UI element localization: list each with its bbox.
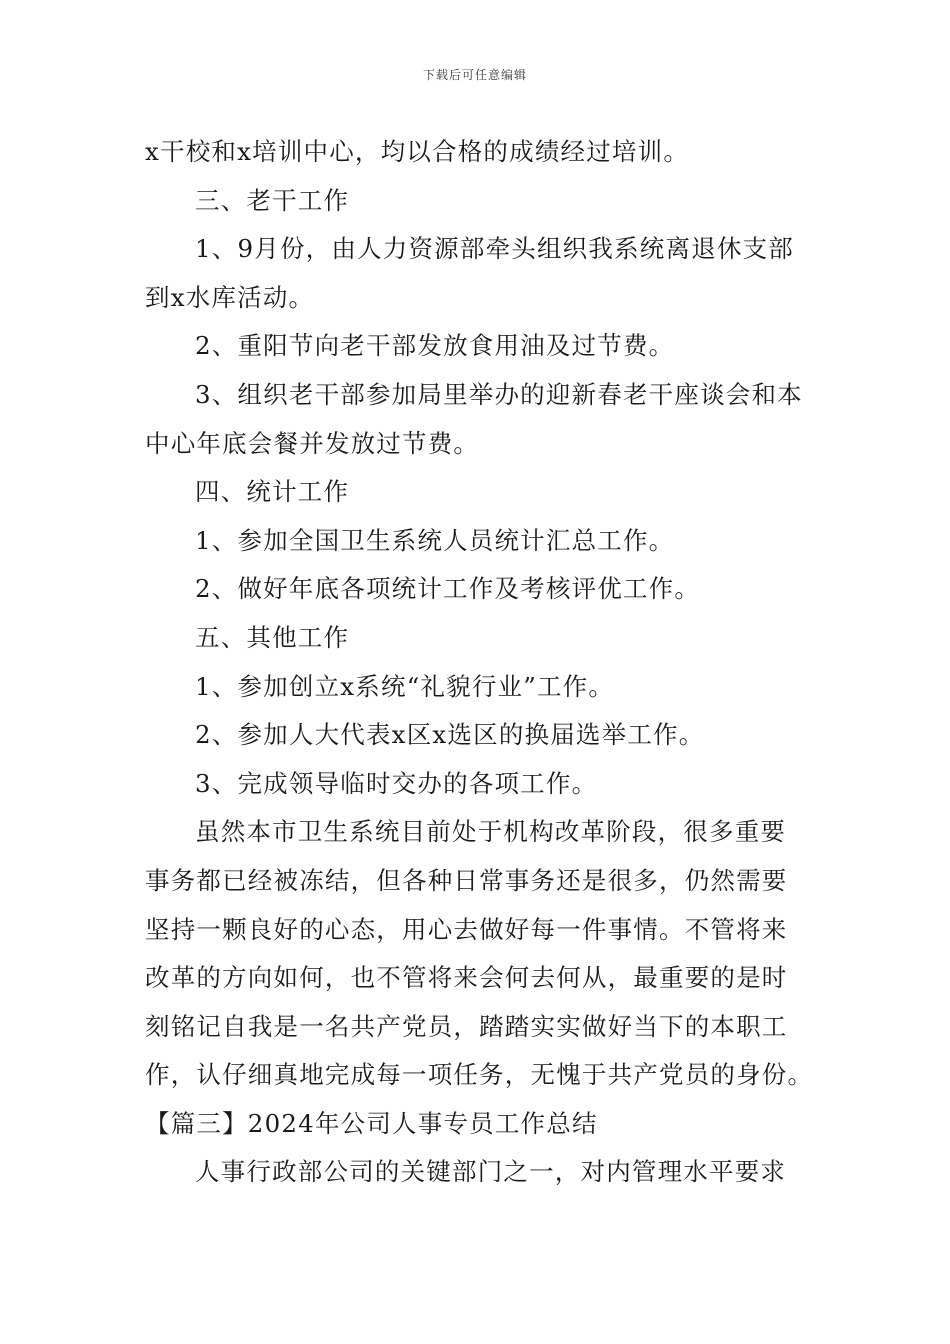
text-line: 改革的方向如何，也不管将来会何去何从，最重要的是时 [145, 963, 788, 993]
text-line: 1、参加全国卫生系统人员统计汇总工作。 [195, 525, 675, 555]
text-line: 作，认仔细真地完成每一项任务，无愧于共产党员的身份。 [145, 1060, 814, 1090]
document-body [145, 128, 814, 1197]
text-line: 事务都已经被冻结，但各种日常事务还是很多，仍然需要 [145, 865, 788, 895]
section-heading: 五、其他工作 [195, 622, 350, 652]
text-line: 人事行政部公司的关键部门之一，对内管理水平要求 [195, 1157, 787, 1187]
section-heading: 四、统计工作 [195, 477, 350, 507]
text-line: 刻铭记自我是一名共产党员，踏踏实实做好当下的本职工 [145, 1011, 788, 1041]
text-line: 3、组织老干部参加局里举办的迎新春老干座谈会和本 [195, 379, 803, 409]
text-line: x干校和x培训中心，均以合格的成绩经过培训。 [145, 137, 690, 166]
text-line: 1、参加创立x系统“礼貌行业”工作。 [195, 671, 615, 701]
text-line: 到x水库活动。 [145, 282, 315, 312]
article-title: 【篇三】2024年公司人事专员工作总结 [145, 1108, 598, 1138]
text-line: 虽然本市卫生系统目前处于机构改革阶段，很多重要 [195, 817, 787, 847]
text-line: 2、重阳节向老干部发放食用油及过节费。 [195, 331, 675, 361]
text-line: 2、做好年底各项统计工作及考核评优工作。 [195, 574, 701, 604]
text-line: 1、9月份，由人力资源部牵头组织我系统离退休支部 [195, 234, 794, 264]
section-heading: 三、老干工作 [195, 185, 350, 215]
text-line: 2、参加人大代表x区x选区的换届选举工作。 [195, 720, 705, 750]
text-line: 坚持一颗良好的心态，用心去做好每一件事情。不管将来 [145, 914, 788, 944]
text-line: 3、完成领导临时交办的各项工作。 [195, 768, 598, 798]
header-note: 下载后可任意编辑 [422, 68, 527, 82]
text-line: 中心年底会餐并发放过节费。 [145, 428, 480, 458]
